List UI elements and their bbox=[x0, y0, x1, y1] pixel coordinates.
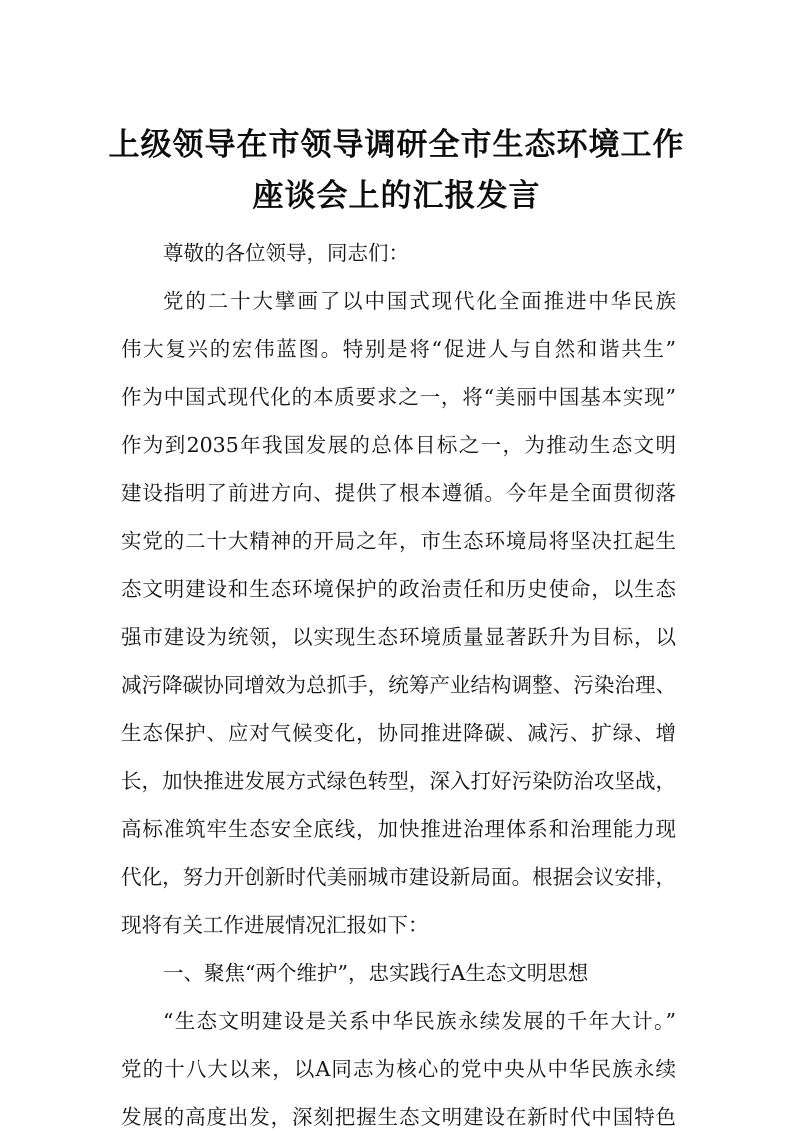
document-title-line-1: 上级领导在市领导调研全市生态环境工作 bbox=[108, 127, 685, 163]
quote-line: “生态文明建设是关系中华民族永续发展的千年大计。” bbox=[163, 1009, 676, 1033]
body-line: 伟大复兴的宏伟蓝图。特别是将“促进人与自然和谐共生” bbox=[121, 337, 676, 361]
body-line: 态文明建设和生态环境保护的政治责任和历史使命，以生态 bbox=[121, 577, 676, 601]
body-line: 强市建设为统领，以实现生态环境质量显著跃升为目标，以 bbox=[121, 625, 676, 649]
body-line: 发展的高度出发，深刻把握生态文明建设在新时代中国特色 bbox=[121, 1105, 676, 1129]
body-line: 生态保护、应对气候变化，协同推进降碳、减污、扩绿、增 bbox=[121, 721, 676, 745]
body-line: 现将有关工作进展情况汇报如下： bbox=[121, 913, 429, 937]
body-line: 建设指明了前进方向、提供了根本遵循。今年是全面贯彻落 bbox=[121, 481, 676, 505]
body-line: 长，加快推进发展方式绿色转型，深入打好污染防治攻坚战， bbox=[121, 769, 676, 793]
body-line: 实党的二十大精神的开局之年，市生态环境局将坚决扛起生 bbox=[121, 529, 676, 553]
body-line: 作为到2035年我国发展的总体目标之一，为推动生态文明 bbox=[121, 433, 676, 457]
body-line: 高标准筑牢生态安全底线，加快推进治理体系和治理能力现 bbox=[121, 817, 676, 841]
section-heading: 一、聚焦“两个维护”，忠实践行A生态文明思想 bbox=[163, 961, 589, 985]
body-line: 减污降碳协同增效为总抓手，统筹产业结构调整、污染治理、 bbox=[121, 673, 676, 697]
document-title-line-2: 座谈会上的汇报发言 bbox=[252, 178, 541, 214]
body-line: 作为中国式现代化的本质要求之一，将“美丽中国基本实现” bbox=[121, 385, 676, 409]
body-line: 党的十八大以来，以A同志为核心的党中央从中华民族永续 bbox=[121, 1057, 676, 1081]
body-line: 代化，努力开创新时代美丽城市建设新局面。根据会议安排， bbox=[121, 865, 676, 889]
salutation-line: 尊敬的各位领导，同志们： bbox=[163, 241, 409, 265]
body-line: 党的二十大擘画了以中国式现代化全面推进中华民族 bbox=[163, 289, 676, 313]
